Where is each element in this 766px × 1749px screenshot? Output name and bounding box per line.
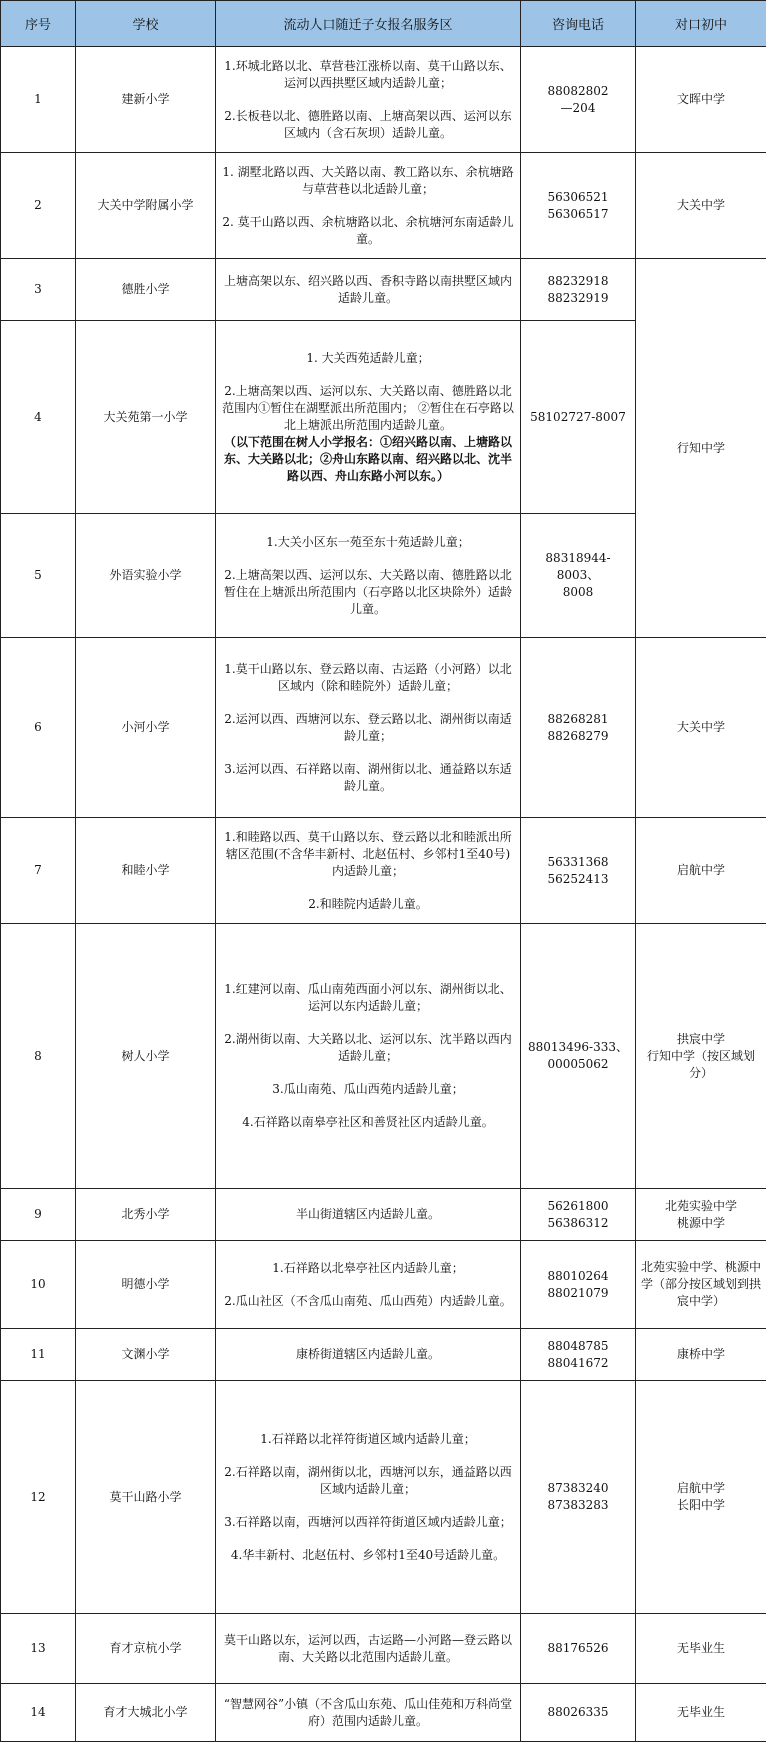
- service-area-item: 1.环城北路以北、草营巷江涨桥以南、莫干山路以东、运河以西拱墅区域内适龄儿童；: [224, 58, 512, 90]
- service-area-item: 2.石祥路以南，湖州街以北，西塘河以东，通益路以西区域内适龄儿童；: [224, 1464, 512, 1496]
- middle-school: 启航中学 长阳中学: [636, 1381, 766, 1614]
- service-area-item: 3.运河以西、石祥路以南、湖州街以北、通益路以东适龄儿童。: [224, 761, 512, 793]
- service-area-item: 1. 湖墅北路以西、大关路以南、教工路以东、余杭塘路与草营巷以北适龄儿童；: [222, 164, 514, 196]
- phone-number: 88010264 88021079: [521, 1241, 636, 1329]
- phone-number: 87383240 87383283: [521, 1381, 636, 1614]
- service-area-item: 2.上塘高架以西、运河以东、大关路以南、德胜路以北暂住在上塘派出所范围内（石亭路以北区块除外）适龄儿童。: [223, 567, 512, 616]
- table-header-row: [1, 1, 766, 47]
- school-name: 大关苑第一小学: [76, 321, 216, 514]
- phone-number: 88318944-8003、 8008: [521, 514, 636, 638]
- service-area-item: 1.莫干山路以东、登云路以南、古运路（小河路）以北区域内（除和睦院外）适龄儿童；: [224, 661, 512, 693]
- middle-school: 文晖中学: [636, 47, 766, 153]
- table-row: [1, 259, 766, 321]
- phone-number: 88232918 88232919: [521, 259, 636, 321]
- service-area: [216, 1684, 521, 1742]
- service-area-item: 2.上塘高架以西、运河以东、大关路以南、德胜路以北范围内①暂住在湖墅派出所范围内； ②暂住在石亭路以北上塘派出所范围内适龄儿童。: [222, 383, 514, 432]
- phone-number: 58102727-8007: [521, 321, 636, 514]
- service-area-item: 上塘高架以东、绍兴路以西、香积寺路以南拱墅区域内适龄儿童。: [223, 273, 512, 305]
- school-name: 莫干山路小学: [76, 1381, 216, 1614]
- service-area-item: 1.大关小区东一苑至东十苑适龄儿童；: [266, 534, 470, 549]
- row-index: 5: [1, 514, 76, 638]
- phone-number: 88048785 88041672: [521, 1329, 636, 1381]
- phone-number: 88176526: [521, 1614, 636, 1684]
- table-row: [1, 818, 766, 924]
- school-name: 明德小学: [76, 1241, 216, 1329]
- middle-school: 无毕业生: [636, 1684, 766, 1742]
- header-phone: 咨询电话: [521, 1, 636, 47]
- middle-school: 无毕业生: [636, 1614, 766, 1684]
- middle-school: 北苑实验中学 桃源中学: [636, 1189, 766, 1241]
- row-index: 11: [1, 1329, 76, 1381]
- service-area: [216, 47, 521, 153]
- header-service-area: 流动人口随迁子女报名服务区: [216, 1, 521, 47]
- service-area-item: 康桥街道辖区内适龄儿童。: [295, 1347, 440, 1361]
- table-row: [1, 1381, 766, 1614]
- row-index: 6: [1, 638, 76, 818]
- service-area-item: 2.湖州街以南、大关路以北、运河以东、沈半路以西内适龄儿童；: [224, 1032, 512, 1063]
- service-area-item: 2.运河以西、西塘河以东、登云路以北、湖州街以南适龄儿童；: [224, 711, 512, 743]
- service-area-item: 4.华丰新村、北赵伍村、乡邻村1至40号适龄儿童。: [230, 1547, 506, 1562]
- table-row: [1, 1684, 766, 1742]
- table-row: [1, 153, 766, 259]
- service-area-item: 2. 莫干山路以西、余杭塘路以北、余杭塘河东南适龄儿童。: [222, 214, 514, 246]
- service-area: [216, 1241, 521, 1329]
- service-area: [216, 259, 521, 321]
- service-area-note: （以下范围在树人小学报名：①绍兴路以南、上塘路以东、大关路以北；②舟山东路以南、绍兴路以北、沈半路以西、舟山东路小河以东。）: [223, 434, 512, 483]
- phone-number: 88026335: [521, 1684, 636, 1742]
- middle-school: 大关中学: [636, 153, 766, 259]
- service-area-item: “智慧网谷”小镇（不含瓜山东苑、瓜山佳苑和万科尚堂府）范围内适龄儿童。: [223, 1696, 513, 1728]
- table-row: [1, 1241, 766, 1329]
- row-index: 9: [1, 1189, 76, 1241]
- school-name: 树人小学: [76, 924, 216, 1189]
- service-area: [216, 153, 521, 259]
- table-row: [1, 1189, 766, 1241]
- service-area-item: 1.石祥路以北皋亭社区内适龄儿童；: [272, 1260, 464, 1275]
- school-name: 外语实验小学: [76, 514, 216, 638]
- school-name: 大关中学附属小学: [76, 153, 216, 259]
- service-area: [216, 638, 521, 818]
- school-name: 北秀小学: [76, 1189, 216, 1241]
- phone-number: 88013496-333、 00005062: [521, 924, 636, 1189]
- school-name: 和睦小学: [76, 818, 216, 924]
- header-index: 序号: [1, 1, 76, 47]
- row-index: 14: [1, 1684, 76, 1742]
- school-name: 育才京杭小学: [76, 1614, 216, 1684]
- header-school: 学校: [76, 1, 216, 47]
- table-row: [1, 924, 766, 1189]
- middle-school: 大关中学: [636, 638, 766, 818]
- school-name: 建新小学: [76, 47, 216, 153]
- row-index: 1: [1, 47, 76, 153]
- row-index: 4: [1, 321, 76, 514]
- row-index: 12: [1, 1381, 76, 1614]
- service-area: [216, 924, 521, 1189]
- service-area: [216, 514, 521, 638]
- service-area: [216, 1189, 521, 1241]
- service-area-item: 2.瓜山社区（不含瓜山南苑、瓜山西苑）内适龄儿童。: [224, 1293, 512, 1308]
- middle-school: 康桥中学: [636, 1329, 766, 1381]
- table-row: [1, 1614, 766, 1684]
- table-row: [1, 47, 766, 153]
- service-area-item: 2.和睦院内适龄儿童。: [308, 896, 428, 911]
- service-area-item: 3.石祥路以南，西塘河以西祥符街道区域内适龄儿童；: [224, 1514, 512, 1529]
- middle-school: 拱宸中学 行知中学（按区域划分）: [636, 924, 766, 1189]
- phone-number: 56306521 56306517: [521, 153, 636, 259]
- row-index: 3: [1, 259, 76, 321]
- phone-number: 56331368 56252413: [521, 818, 636, 924]
- phone-number: 56261800 56386312: [521, 1189, 636, 1241]
- service-area-item: 1.和睦路以西、莫干山路以东、登云路以北和睦派出所辖区范围(不含华丰新村、北赵伍村、乡邻村1至40号)内适龄儿童；: [224, 829, 512, 878]
- service-area-item: 1.石祥路以北祥符街道区域内适龄儿童；: [260, 1431, 476, 1446]
- row-index: 13: [1, 1614, 76, 1684]
- row-index: 7: [1, 818, 76, 924]
- row-index: 10: [1, 1241, 76, 1329]
- row-index: 2: [1, 153, 76, 259]
- service-area: [216, 1329, 521, 1381]
- phone-number: 88082802 —204: [521, 47, 636, 153]
- service-area-item: 1.红建河以南、瓜山南苑西面小河以东、湖州街以北、运河以东内适龄儿童；: [224, 982, 512, 1013]
- middle-school: 行知中学: [636, 259, 766, 638]
- service-area-item: 莫干山路以东，运河以西，古运路—小河路—登云路以南、大关路以北范围内适龄儿童。: [223, 1632, 512, 1664]
- row-index: 8: [1, 924, 76, 1189]
- table-row: [1, 1329, 766, 1381]
- service-area-item: 2.长板巷以北、德胜路以南、上塘高架以西、运河以东区域内（含石灰坝）适龄儿童。: [224, 108, 512, 140]
- school-name: 育才大城北小学: [76, 1684, 216, 1742]
- service-area: [216, 1614, 521, 1684]
- service-area: [216, 321, 521, 514]
- service-area-item: 半山街道辖区内适龄儿童。: [295, 1207, 440, 1221]
- service-area: [216, 818, 521, 924]
- table-row: [1, 638, 766, 818]
- school-name: 文渊小学: [76, 1329, 216, 1381]
- header-middle-school: 对口初中: [636, 1, 766, 47]
- service-area: [216, 1381, 521, 1614]
- school-name: 小河小学: [76, 638, 216, 818]
- middle-school: 北苑实验中学、桃源中学（部分按区域划到拱宸中学）: [636, 1241, 766, 1329]
- service-area-item: 1. 大关西苑适龄儿童；: [306, 350, 430, 365]
- middle-school: 启航中学: [636, 818, 766, 924]
- school-name: 德胜小学: [76, 259, 216, 321]
- service-area-item: 3.瓜山南苑、瓜山西苑内适龄儿童；: [272, 1082, 464, 1096]
- phone-number: 88268281 88268279: [521, 638, 636, 818]
- service-area-item: 4.石祥路以南皋亭社区和善贤社区内适龄儿童。: [242, 1115, 494, 1129]
